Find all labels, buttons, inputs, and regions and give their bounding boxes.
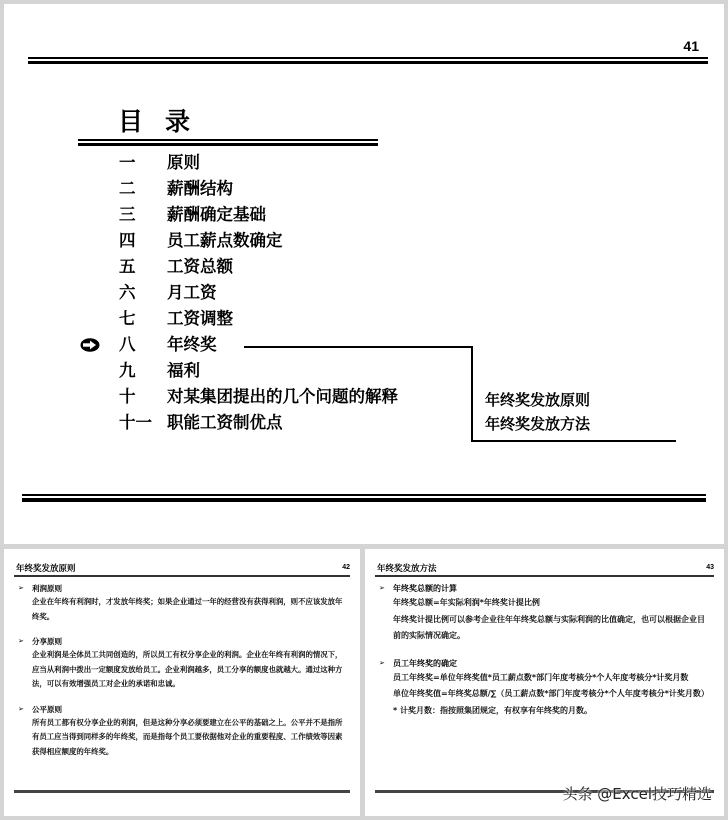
header-rule-thick — [28, 61, 708, 64]
section-heading: 利润原则 — [32, 584, 62, 593]
toc-item-number: 四 — [119, 231, 136, 250]
toc-item[interactable] — [4, 228, 444, 254]
slide-title: 年终奖发放方法 — [377, 564, 437, 574]
section-text: 企业利润是全体员工共同创造的，所以员工有权分享企业的利润。企业在年终有利润的情况下，应当从利润中拨出一定额度发放给员工。企业利润越多，员工分享的额度也就越大。通过这种方法，可以有效增强员工对企业的承诺和忠诚。 — [32, 650, 343, 688]
toc-item-label: 工资总额 — [167, 257, 233, 276]
section-heading: 员工年终奖的确定 — [393, 658, 457, 668]
title-rule — [78, 139, 378, 141]
toc-item-label: 工资调整 — [167, 309, 233, 328]
toc-item[interactable] — [4, 280, 444, 306]
toc-item[interactable] — [4, 384, 444, 410]
watermark: 头条 @Excel技巧精选 — [562, 785, 712, 803]
toc-item-label: 薪酬结构 — [167, 179, 233, 198]
toc-item-label: 员工薪点数确定 — [167, 231, 283, 250]
slide-principles — [4, 549, 360, 816]
toc-item-current[interactable] — [4, 332, 444, 358]
slide-body — [379, 582, 712, 730]
toc-item[interactable] — [4, 254, 444, 280]
section — [379, 582, 712, 645]
toc-item-label: 原则 — [167, 153, 200, 172]
section — [18, 703, 348, 760]
toc-title: 目录 — [118, 107, 213, 136]
toc-item-label: 对某集团提出的几个问题的解释 — [167, 387, 398, 406]
page-number: 42 — [342, 564, 350, 571]
section-heading: 公平原则 — [32, 704, 62, 714]
connector-line — [244, 346, 473, 348]
toc-item-number: 一 — [119, 153, 136, 172]
slide-methods — [365, 549, 724, 816]
section-text: 所有员工都有权分享企业的利润，但是这种分享必须要建立在公平的基础之上。公平并不是指所有员工应当得到同样多的年终奖，而是指每个员工要依据他对企业的重要程度、工作绩效等因素获得相应额度的年终奖。 — [32, 717, 343, 756]
sub-item-list — [485, 388, 590, 436]
slide-title: 年终奖发放原则 — [16, 564, 76, 574]
connector-line-vertical — [471, 346, 473, 442]
footer-rule — [14, 790, 350, 793]
bullet-arrow-icon: ➢ — [379, 658, 385, 667]
toc-item[interactable] — [4, 176, 444, 202]
toc-item[interactable] — [4, 150, 444, 176]
section-text: 企业在年终有利润时，才发放年终奖；如果企业通过一年的经营没有获得利润，则不应该发放年终奖。 — [32, 597, 343, 621]
page-number: 41 — [683, 38, 699, 54]
toc-item-number: 三 — [119, 205, 136, 224]
toc-item[interactable] — [4, 202, 444, 228]
toc-item-number: 二 — [119, 179, 136, 198]
toc-item-number: 九 — [119, 361, 136, 380]
toc-item-number: 十 — [119, 387, 136, 406]
slide-toc — [4, 4, 724, 544]
page-number: 43 — [706, 564, 714, 571]
footer-rule — [22, 494, 706, 496]
slide-body — [18, 582, 348, 770]
section — [379, 657, 712, 720]
header-rule — [14, 575, 350, 577]
toc-item-number: 六 — [119, 283, 136, 302]
toc-item-number: 八 — [119, 335, 136, 354]
footnote: * 计奖月数：指按照集团规定，有权享有年终奖的月数。 — [393, 705, 592, 715]
toc-item-number: 十一 — [119, 413, 152, 432]
toc-item-label: 福利 — [167, 361, 200, 380]
bullet-arrow-icon: ➢ — [18, 637, 24, 645]
section — [18, 635, 348, 692]
toc-item-label: 薪酬确定基础 — [167, 205, 266, 224]
toc-item[interactable] — [4, 306, 444, 332]
toc-item-number: 五 — [119, 257, 136, 276]
header-rule — [375, 575, 714, 577]
sub-item[interactable]: 年终奖发放方法 — [485, 415, 591, 433]
sub-item[interactable]: 年终奖发放原则 — [485, 391, 591, 409]
bullet-arrow-icon: ➢ — [18, 584, 24, 592]
toc-item[interactable] — [4, 410, 444, 436]
toc-item-label: 月工资 — [167, 283, 217, 302]
title-rule-thick — [78, 143, 378, 146]
formula-line: 单位年终奖值=年终奖总额/∑（员工薪点数*部门年度考核分*个人年度考核分*计奖月数） — [393, 689, 709, 698]
bullet-arrow-icon: ➢ — [18, 704, 24, 713]
section — [18, 582, 348, 624]
toc-item[interactable] — [4, 358, 444, 384]
toc-item-number: 七 — [119, 309, 136, 328]
footer-rule-thick — [22, 498, 706, 502]
formula-line: 年终奖总额=年实际利润*年终奖计提比例 — [393, 598, 540, 607]
toc-item-label: 年终奖 — [167, 335, 217, 354]
formula-line: 员工年终奖=单位年终奖值*员工薪点数*部门年度考核分*个人年度考核分*计奖月数 — [393, 672, 689, 682]
bullet-arrow-icon: ➢ — [379, 584, 385, 592]
section-text: 年终奖计提比例可以参考企业往年年终奖总额与实际利润的比值确定，也可以根据企业目前的实际情况确定。 — [393, 614, 705, 640]
toc-item-label: 职能工资制优点 — [167, 413, 283, 432]
section-heading: 年终奖总额的计算 — [393, 584, 457, 593]
connector-line-bottom — [471, 440, 676, 442]
section-heading: 分享原则 — [32, 637, 62, 646]
arrow-right-circle-icon — [80, 338, 100, 352]
header-rule — [28, 57, 708, 59]
